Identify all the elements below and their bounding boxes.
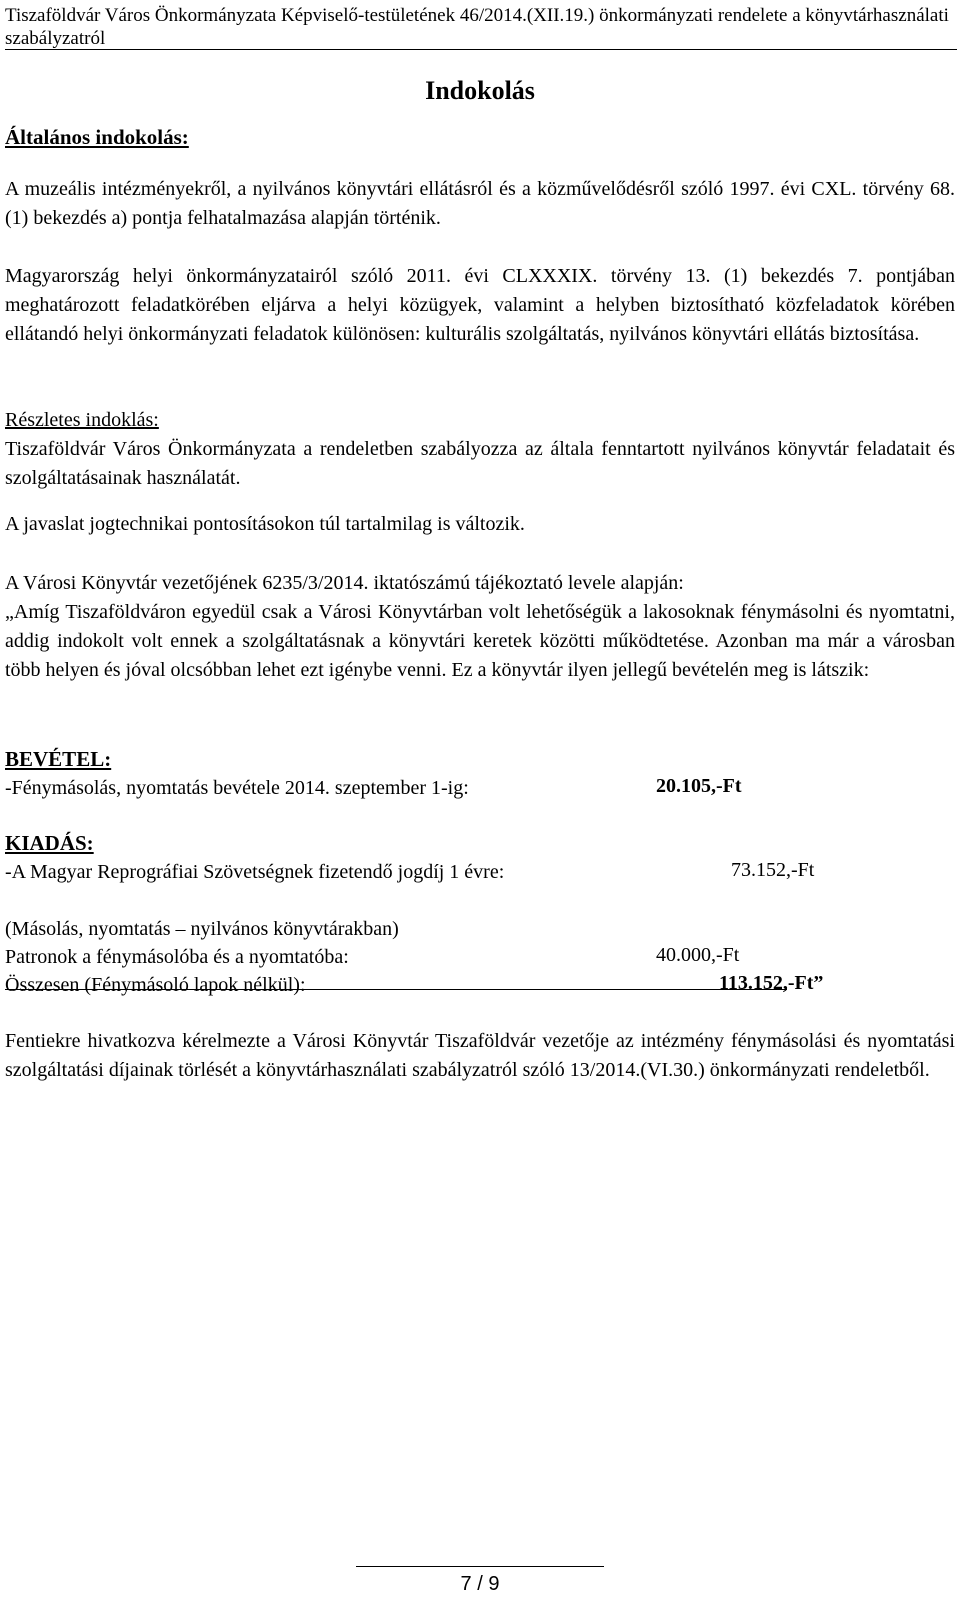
page-number: 7 / 9: [460, 1573, 500, 1595]
expense-heading: KIADÁS:: [5, 831, 94, 855]
general-paragraph-1: A muzeális intézményekről, a nyilvános könyvtári ellátásról és a közművelődésről szóló 1997. évi CXL. törvény 68. (1) bekezdés a) pontja felhatalmazása alapján történik.: [5, 178, 955, 229]
detailed-paragraph-1: Tiszaföldvár Város Önkormányzata a rendeletben szabályozza az általa fenntartott nyilvános könyvtár feladatait és szolgáltatásainak használatát.: [5, 438, 955, 489]
total-amount: 113.152,-Ft”: [719, 972, 824, 994]
patrons-label: Patronok a fénymásolóba és a nyomtatóba:: [5, 946, 349, 968]
total-label: Összesen (Fénymásoló lapok nélkül):: [5, 974, 306, 996]
conclusion-paragraph: Fentiekre hivatkozva kérelmezte a Városi Könyvtár Tiszaföldvár vezetője az intézmény fénymásolási és nyomtatási szolgáltatási díjainak törlését a könyvtárhasználati szabályzatról szóló 13/2014.(VI.30.) önkormányzati rendeletből.: [5, 1030, 955, 1081]
footer-divider: [356, 1566, 604, 1567]
quote-paragraph: „Amíg Tiszaföldváron egyedül csak a Városi Könyvtárban volt lehetőségük a lakosoknak fénymásolni és nyomtatni, addig indokolt volt ennek a szolgáltatásnak a könyvtári keretek közötti működtetése. Azonban ma már a városban több helyen és jóval olcsóbban lehet ezt igénybe venni. Ez a könyvtár ilyen jellegű bevételén meg is látszik:: [5, 601, 955, 681]
detailed-section: [5, 406, 955, 493]
general-paragraph-2: Magyarország helyi önkormányzatairól szóló 2011. évi CLXXXIX. törvény 13. (1) bekezdés 7. pontjában meghatározott feladatkörében eljárva a helyi közügyek, valamint a helyben biztosítható közfeladatok körében ellátandó helyi önkormányzati feladatok különösen: kulturális szolgáltatás, nyilvános könyvtári ellátás biztosítása.: [5, 265, 955, 345]
document-header: Tiszaföldvár Város Önkormányzata Képviselő-testületének 46/2014.(XII.19.) önkormányzati rendelete a könyvtárhasználati szabályzatról: [5, 5, 949, 49]
expense-amount: 73.152,-Ft: [731, 859, 815, 881]
detailed-paragraph-2: A javaslat jogtechnikai pontosításokon túl tartalmilag is változik.: [5, 513, 525, 535]
detailed-heading: Részletes indoklás:: [5, 409, 159, 431]
income-amount: 20.105,-Ft: [656, 775, 742, 797]
income-label: -Fénymásolás, nyomtatás bevétele 2014. szeptember 1-ig:: [5, 777, 469, 799]
expense-note: (Másolás, nyomtatás – nyilvános könyvtárakban): [5, 918, 399, 940]
patrons-amount: 40.000,-Ft: [656, 944, 740, 966]
general-heading: Általános indokolás:: [5, 125, 189, 149]
page-title: Indokolás: [425, 76, 535, 105]
detailed-paragraph-3: A Városi Könyvtár vezetőjének 6235/3/2014. iktatószámú tájékoztató levele alapján:: [5, 572, 684, 594]
header-divider: [5, 49, 957, 50]
expense-label: -A Magyar Reprográfiai Szövetségnek fizetendő jogdíj 1 évre:: [5, 861, 505, 883]
income-heading: BEVÉTEL:: [5, 747, 112, 771]
